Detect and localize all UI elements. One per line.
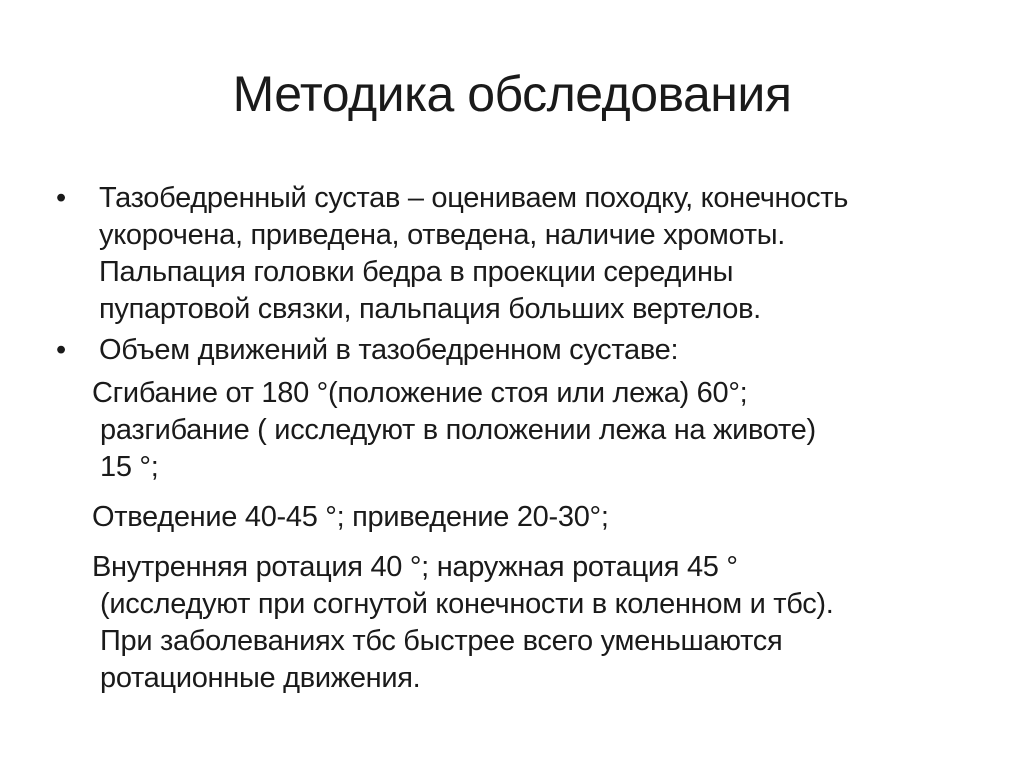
paragraph-rotation bbox=[56, 549, 976, 697]
paragraph-line: (исследуют при согнутой конечности в коленном и тбс). bbox=[100, 588, 834, 620]
bullet-line: Тазобедренный сустав – оцениваем походку, конечность bbox=[99, 182, 849, 214]
slide-title: Методика обследования bbox=[232, 66, 792, 122]
bullet-marker: • bbox=[56, 182, 66, 214]
paragraph-line: При заболеваниях тбс быстрее всего уменьшаются bbox=[100, 625, 783, 657]
bullet-line: укорочена, приведена, отведена, наличие хромоты. bbox=[99, 219, 786, 251]
bullet-item-hip-joint bbox=[56, 180, 976, 328]
paragraph-flexion-extension bbox=[56, 375, 976, 486]
paragraph-line: разгибание ( исследуют в положении лежа на животе) bbox=[100, 414, 816, 446]
paragraph-line: Внутренняя ротация 40 °; наружная ротация 45 ° bbox=[92, 551, 738, 583]
bullet-line: Пальпация головки бедра в проекции середины bbox=[99, 256, 734, 288]
bullet-marker: • bbox=[56, 334, 66, 366]
bullet-item-range-of-motion bbox=[56, 332, 976, 369]
bullet-line: пупартовой связки, пальпация больших вертелов. bbox=[99, 293, 761, 325]
paragraph-line: Отведение 40-45 °; приведение 20-30°; bbox=[92, 501, 609, 533]
slide-content bbox=[56, 180, 976, 710]
bullet-line: Объем движений в тазобедренном суставе: bbox=[99, 334, 679, 366]
paragraph-line: Сгибание от 180 °(положение стоя или лежа) 60°; bbox=[92, 377, 748, 409]
paragraph-abduction-adduction bbox=[56, 499, 976, 536]
paragraph-line: ротационные движения. bbox=[100, 662, 421, 694]
paragraph-line: 15 °; bbox=[100, 451, 159, 483]
